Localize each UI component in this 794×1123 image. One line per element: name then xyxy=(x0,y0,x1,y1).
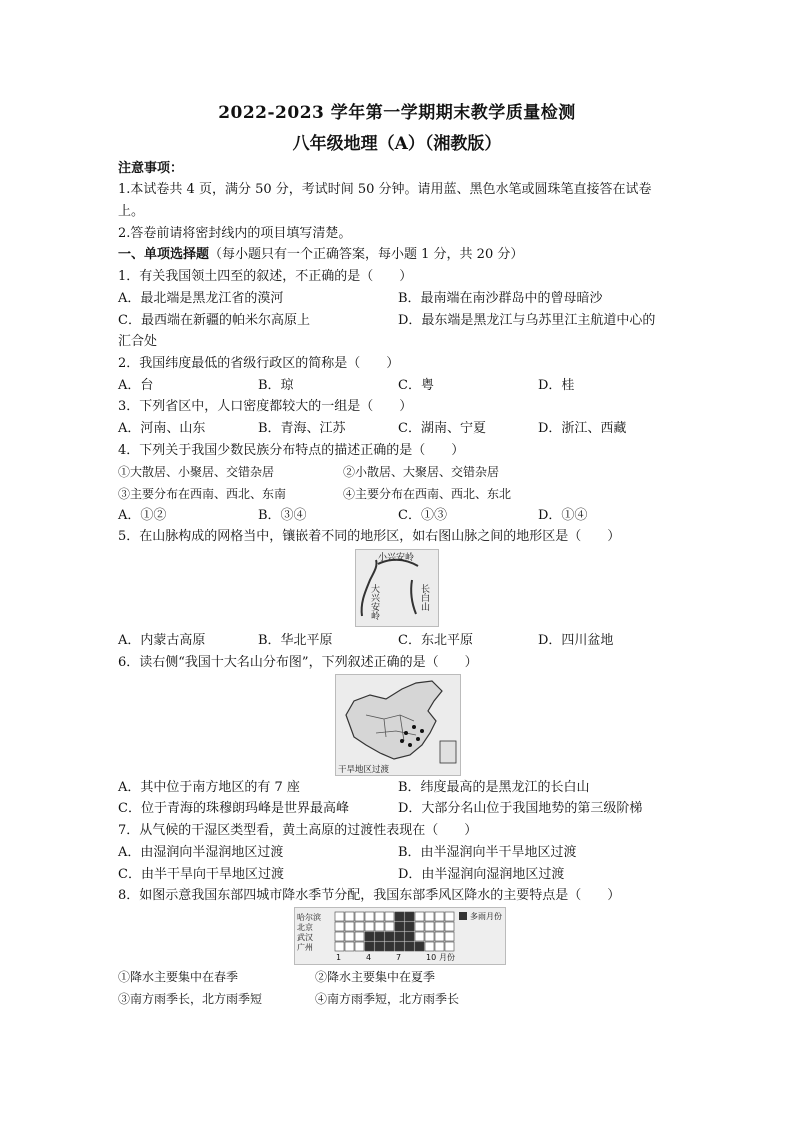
q4-statement-2: ②小散居、大聚居、交错杂居 xyxy=(343,465,500,479)
q5-option-c: C．东北平原 xyxy=(398,633,473,648)
q3-option-c: C．湖南、宁夏 xyxy=(398,421,486,436)
q1-option-a: A．最北端是黑龙江省的漠河 xyxy=(118,291,284,306)
month-tick-label: 1 xyxy=(336,953,342,962)
month-cell xyxy=(355,942,364,951)
month-cell xyxy=(345,942,354,951)
map-label-daxinganling: 大兴安岭 xyxy=(369,584,379,620)
month-cell xyxy=(415,912,424,921)
q5-stem: 5．在山脉构成的网格当中，镶嵌着不同的地形区，如右图山脉之间的地形区是（ ） xyxy=(118,529,621,544)
month-cell xyxy=(415,922,424,931)
q4-statement-3: ③主要分布在西南、西北、东南 xyxy=(118,487,287,501)
notice-line-1: 1.本试卷共 4 页，满分 50 分，考试时间 50 分钟。请用蓝、黑色水笔或圆珠笔直接答在试卷 xyxy=(118,182,652,197)
month-cell xyxy=(435,912,444,921)
china-map-caption: 干旱地区过渡 xyxy=(338,765,390,775)
month-cell xyxy=(355,932,364,941)
month-cell xyxy=(425,932,434,941)
q7-stem: 7．从气候的干湿区类型看，黄土高原的过渡性表现在（ ） xyxy=(118,823,478,838)
section-note: （每小题只有一个正确答案，每小题 1 分，共 20 分） xyxy=(209,247,524,262)
q6-option-c: C．位于青海的珠穆朗玛峰是世界最高峰 xyxy=(118,801,349,816)
rainy-month-cell xyxy=(395,912,404,921)
q8-stem: 8．如图示意我国东部四城市降水季节分配，我国东部季风区降水的主要特点是（ ） xyxy=(118,888,621,903)
q7-option-c: C．由半干旱向干旱地区过渡 xyxy=(118,867,284,882)
q5-mountain-map xyxy=(355,549,439,627)
rainy-month-cell xyxy=(405,922,414,931)
china-mountains-map-drawing xyxy=(336,675,460,775)
q2-stem: 2．我国纬度最低的省级行政区的简称是（ ） xyxy=(118,356,400,371)
city-label: 哈尔滨 xyxy=(297,913,321,922)
city-label: 广州 xyxy=(297,943,313,952)
q4-option-b: B．③④ xyxy=(258,508,307,523)
month-cell xyxy=(345,912,354,921)
q2-option-d: D．桂 xyxy=(538,378,575,393)
q6-option-b: B．纬度最高的是黑龙江的长白山 xyxy=(398,780,590,795)
q3-option-d: D．浙江、西藏 xyxy=(538,421,627,436)
q7-option-b: B．由半湿润向半干旱地区过渡 xyxy=(398,845,577,860)
month-cell xyxy=(365,922,374,931)
q6-china-map xyxy=(335,674,461,776)
rainy-month-cell xyxy=(375,942,384,951)
q8-statement-3: ③南方雨季长，北方雨季短 xyxy=(118,992,263,1006)
q1-option-d: D．最东端是黑龙江与乌苏里江主航道中心的 xyxy=(398,313,656,328)
q5-option-b: B．华北平原 xyxy=(258,633,333,648)
month-cell xyxy=(335,912,344,921)
month-cell xyxy=(445,912,454,921)
q7-option-d: D．由半湿润向湿润地区过渡 xyxy=(398,867,565,882)
month-cell xyxy=(425,942,434,951)
map-label-xiaoxinganling: 小兴安岭 xyxy=(378,553,415,563)
month-axis-label: 月份 xyxy=(439,953,455,962)
month-cell xyxy=(425,912,434,921)
month-cell xyxy=(375,922,384,931)
month-cell xyxy=(415,932,424,941)
rainy-month-cell xyxy=(395,922,404,931)
month-cell xyxy=(355,922,364,931)
rainy-month-cell xyxy=(395,932,404,941)
q1-option-c: C．最西端在新疆的帕米尔高原上 xyxy=(118,313,310,328)
month-cell xyxy=(355,912,364,921)
q4-option-d: D．①④ xyxy=(538,508,588,523)
month-cell xyxy=(345,932,354,941)
q8-statement-2: ②降水主要集中在夏季 xyxy=(315,970,436,984)
section-title: 一、单项选择题 xyxy=(118,247,210,262)
q8-statement-1: ①降水主要集中在春季 xyxy=(118,970,239,984)
rainy-month-cell xyxy=(405,942,414,951)
q4-option-c: C．①③ xyxy=(398,508,447,523)
q8-statement-4: ④南方雨季短，北方雨季长 xyxy=(315,992,460,1006)
month-tick-label: 7 xyxy=(396,953,402,962)
q1-option-b: B．最南端在南沙群岛中的曾母暗沙 xyxy=(398,291,603,306)
q4-statement-1: ①大散居、小聚居、交错杂居 xyxy=(118,465,275,479)
q6-stem: 6．读右侧“我国十大名山分布图”，下列叙述正确的是（ ） xyxy=(118,655,478,670)
rainy-month-cell xyxy=(365,942,374,951)
notice-heading: 注意事项： xyxy=(118,161,184,176)
q2-option-b: B．琼 xyxy=(258,378,294,393)
legend-label: 多雨月份 xyxy=(470,912,502,921)
month-tick-label: 10 xyxy=(426,953,437,962)
notice-line-2: 2.答卷前请将密封线内的项目填写清楚。 xyxy=(118,226,352,241)
map-label-changbaishan: 长白山 xyxy=(419,584,429,611)
q3-option-b: B．青海、江苏 xyxy=(258,421,346,436)
q1-option-d-cont: 汇合处 xyxy=(118,334,158,349)
rainy-month-cell xyxy=(395,942,404,951)
q2-option-a: A．台 xyxy=(118,378,154,393)
month-cell xyxy=(335,922,344,931)
month-cell xyxy=(335,942,344,951)
q4-statement-4: ④主要分布在西南、西北、东北 xyxy=(343,487,512,501)
month-cell xyxy=(385,912,394,921)
rainy-month-cell xyxy=(385,932,394,941)
month-cell xyxy=(445,932,454,941)
q1-stem: 1．有关我国领土四至的叙述，不正确的是（ ） xyxy=(118,269,413,284)
q5-option-a: A．内蒙古高原 xyxy=(118,633,206,648)
q5-option-d: D．四川盆地 xyxy=(538,633,614,648)
month-cell xyxy=(335,932,344,941)
city-label: 武汉 xyxy=(297,933,313,942)
month-cell xyxy=(425,922,434,931)
rainy-month-cell xyxy=(365,932,374,941)
month-cell xyxy=(385,922,394,931)
rainy-month-cell xyxy=(405,932,414,941)
month-cell xyxy=(445,922,454,931)
q7-option-a: A．由湿润向半湿润地区过渡 xyxy=(118,845,284,860)
rainy-month-cell xyxy=(415,942,424,951)
month-cell xyxy=(445,942,454,951)
notice-line-1b: 上。 xyxy=(118,204,145,219)
month-cell xyxy=(375,912,384,921)
month-cell xyxy=(435,922,444,931)
q6-option-d: D．大部分名山位于我国地势的第三级阶梯 xyxy=(398,801,643,816)
mountain-map-drawing xyxy=(356,550,438,626)
month-cell xyxy=(435,942,444,951)
q3-stem: 3．下列省区中，人口密度都较大的一组是（ ） xyxy=(118,399,413,414)
legend-swatch xyxy=(459,912,467,920)
exam-title: 2022-2023 学年第一学期期末教学质量检测 xyxy=(218,103,576,123)
q8-rainfall-chart xyxy=(294,907,506,965)
exam-subtitle: 八年级地理（A）（湘教版） xyxy=(292,134,502,154)
month-cell xyxy=(365,912,374,921)
q2-option-c: C．粤 xyxy=(398,378,434,393)
rainfall-season-chart xyxy=(295,908,505,964)
month-cell xyxy=(345,922,354,931)
month-cell xyxy=(435,932,444,941)
city-label: 北京 xyxy=(297,923,313,932)
q3-option-a: A．河南、山东 xyxy=(118,421,206,436)
section-heading xyxy=(118,246,523,264)
q4-option-a: A．①② xyxy=(118,508,167,523)
month-tick-label: 4 xyxy=(366,953,372,962)
rainy-month-cell xyxy=(385,942,394,951)
q6-option-a: A．其中位于南方地区的有 7 座 xyxy=(118,780,300,795)
rainy-month-cell xyxy=(405,912,414,921)
q4-stem: 4．下列关于我国少数民族分布特点的描述正确的是（ ） xyxy=(118,443,465,458)
rainy-month-cell xyxy=(375,932,384,941)
